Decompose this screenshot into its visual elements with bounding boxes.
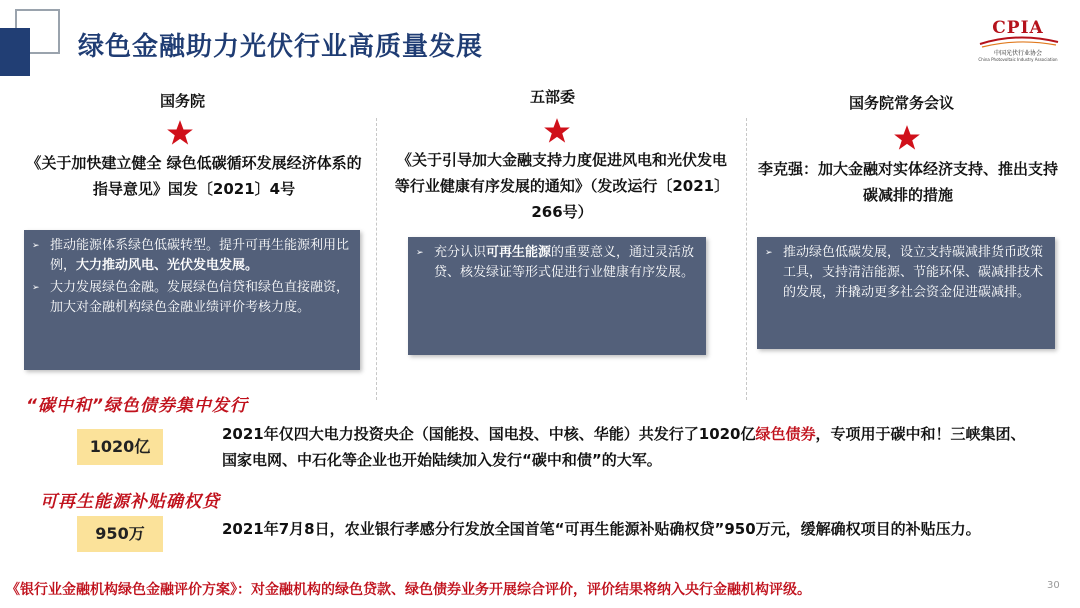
- column-2-org: 五部委: [530, 88, 576, 106]
- section-2-heading: 可再生能源补贴确权贷: [40, 492, 220, 512]
- section-1-heading: “碳中和”绿色债券集中发行: [26, 396, 248, 416]
- logo-text: CPIA: [992, 18, 1044, 38]
- arrow-bullet-icon: ➢: [765, 248, 773, 258]
- metric-badge: 1020亿: [77, 429, 163, 465]
- logo-cn-name: 中国光伏行业协会: [993, 50, 1042, 57]
- cpia-logo: [968, 14, 1068, 66]
- column-3-org: 国务院常务会议: [849, 94, 955, 112]
- column-divider: [746, 118, 747, 400]
- bullet-item: ➢ 大力发展绿色金融。发展绿色信贷和绿色直接融资，加大对金融机构绿色金融业绩评价考核力度。: [32, 278, 350, 318]
- column-2-box: [408, 237, 706, 355]
- column-1-box: [24, 230, 360, 370]
- red-star-icon: [543, 117, 571, 145]
- bullet-item: ➢ 推动绿色低碳发展，设立支持碳减排货币政策工具，支持清洁能源、节能环保、碳减排技术的发展，并撬动更多社会资金促进碳减排。: [765, 243, 1045, 303]
- metric-badge: 950万: [77, 516, 163, 552]
- logo-en-name: China Photovoltaic Industry Association: [978, 57, 1058, 62]
- footer-note: 《银行业金融机构绿色金融评价方案》：对金融机构的绿色贷款、绿色债券业务开展综合评价，评价结果将纳入央行金融机构评级。: [6, 582, 811, 598]
- column-1-org: 国务院: [160, 92, 206, 110]
- header-decor-block: [0, 28, 30, 76]
- arrow-bullet-icon: ➢: [416, 248, 424, 258]
- arrow-bullet-icon: ➢: [32, 283, 40, 293]
- red-star-icon: [166, 119, 194, 147]
- column-divider: [376, 118, 377, 400]
- bullet-item: ➢ 推动能源体系绿色低碳转型。提升可再生能源利用比例，大力推动风电、光伏发电发展。: [32, 236, 350, 276]
- column-2-doc: 《关于引导加大金融支持力度促进风电和光伏发电等行业健康有序发展的通知》（发改运行〔2021〕266号）: [394, 151, 730, 221]
- page-number: 30: [1047, 580, 1060, 591]
- bullet-item: ➢ 充分认识可再生能源的重要意义，通过灵活放贷、核发绿证等形式促进行业健康有序发展。: [416, 243, 696, 283]
- section-2-text: 2021年7月8日，农业银行孝感分行发放全国首笔“可再生能源补贴确权贷”950万元，缓解确权项目的补贴压力。: [222, 520, 981, 538]
- column-1-doc: 《关于加快建立健全 绿色低碳循环发展经济体系的指导意见》国发〔2021〕4号: [26, 154, 362, 198]
- column-3-doc: 李克强：加大金融对实体经济支持、推出支持碳减排的措施: [758, 160, 1059, 204]
- section-1-text: 2021年仅四大电力投资央企（国能投、国电投、中核、华能）共发行了1020亿绿色债券，专项用于碳中和！三峡集团、国家电网、中石化等企业也开始陆续加入发行“碳中和债”的大军。: [222, 425, 1026, 469]
- column-3-box: [757, 237, 1055, 349]
- red-star-icon: [893, 124, 921, 152]
- page-title: 绿色金融助力光伏行业高质量发展: [78, 32, 484, 62]
- arrow-bullet-icon: ➢: [32, 241, 40, 251]
